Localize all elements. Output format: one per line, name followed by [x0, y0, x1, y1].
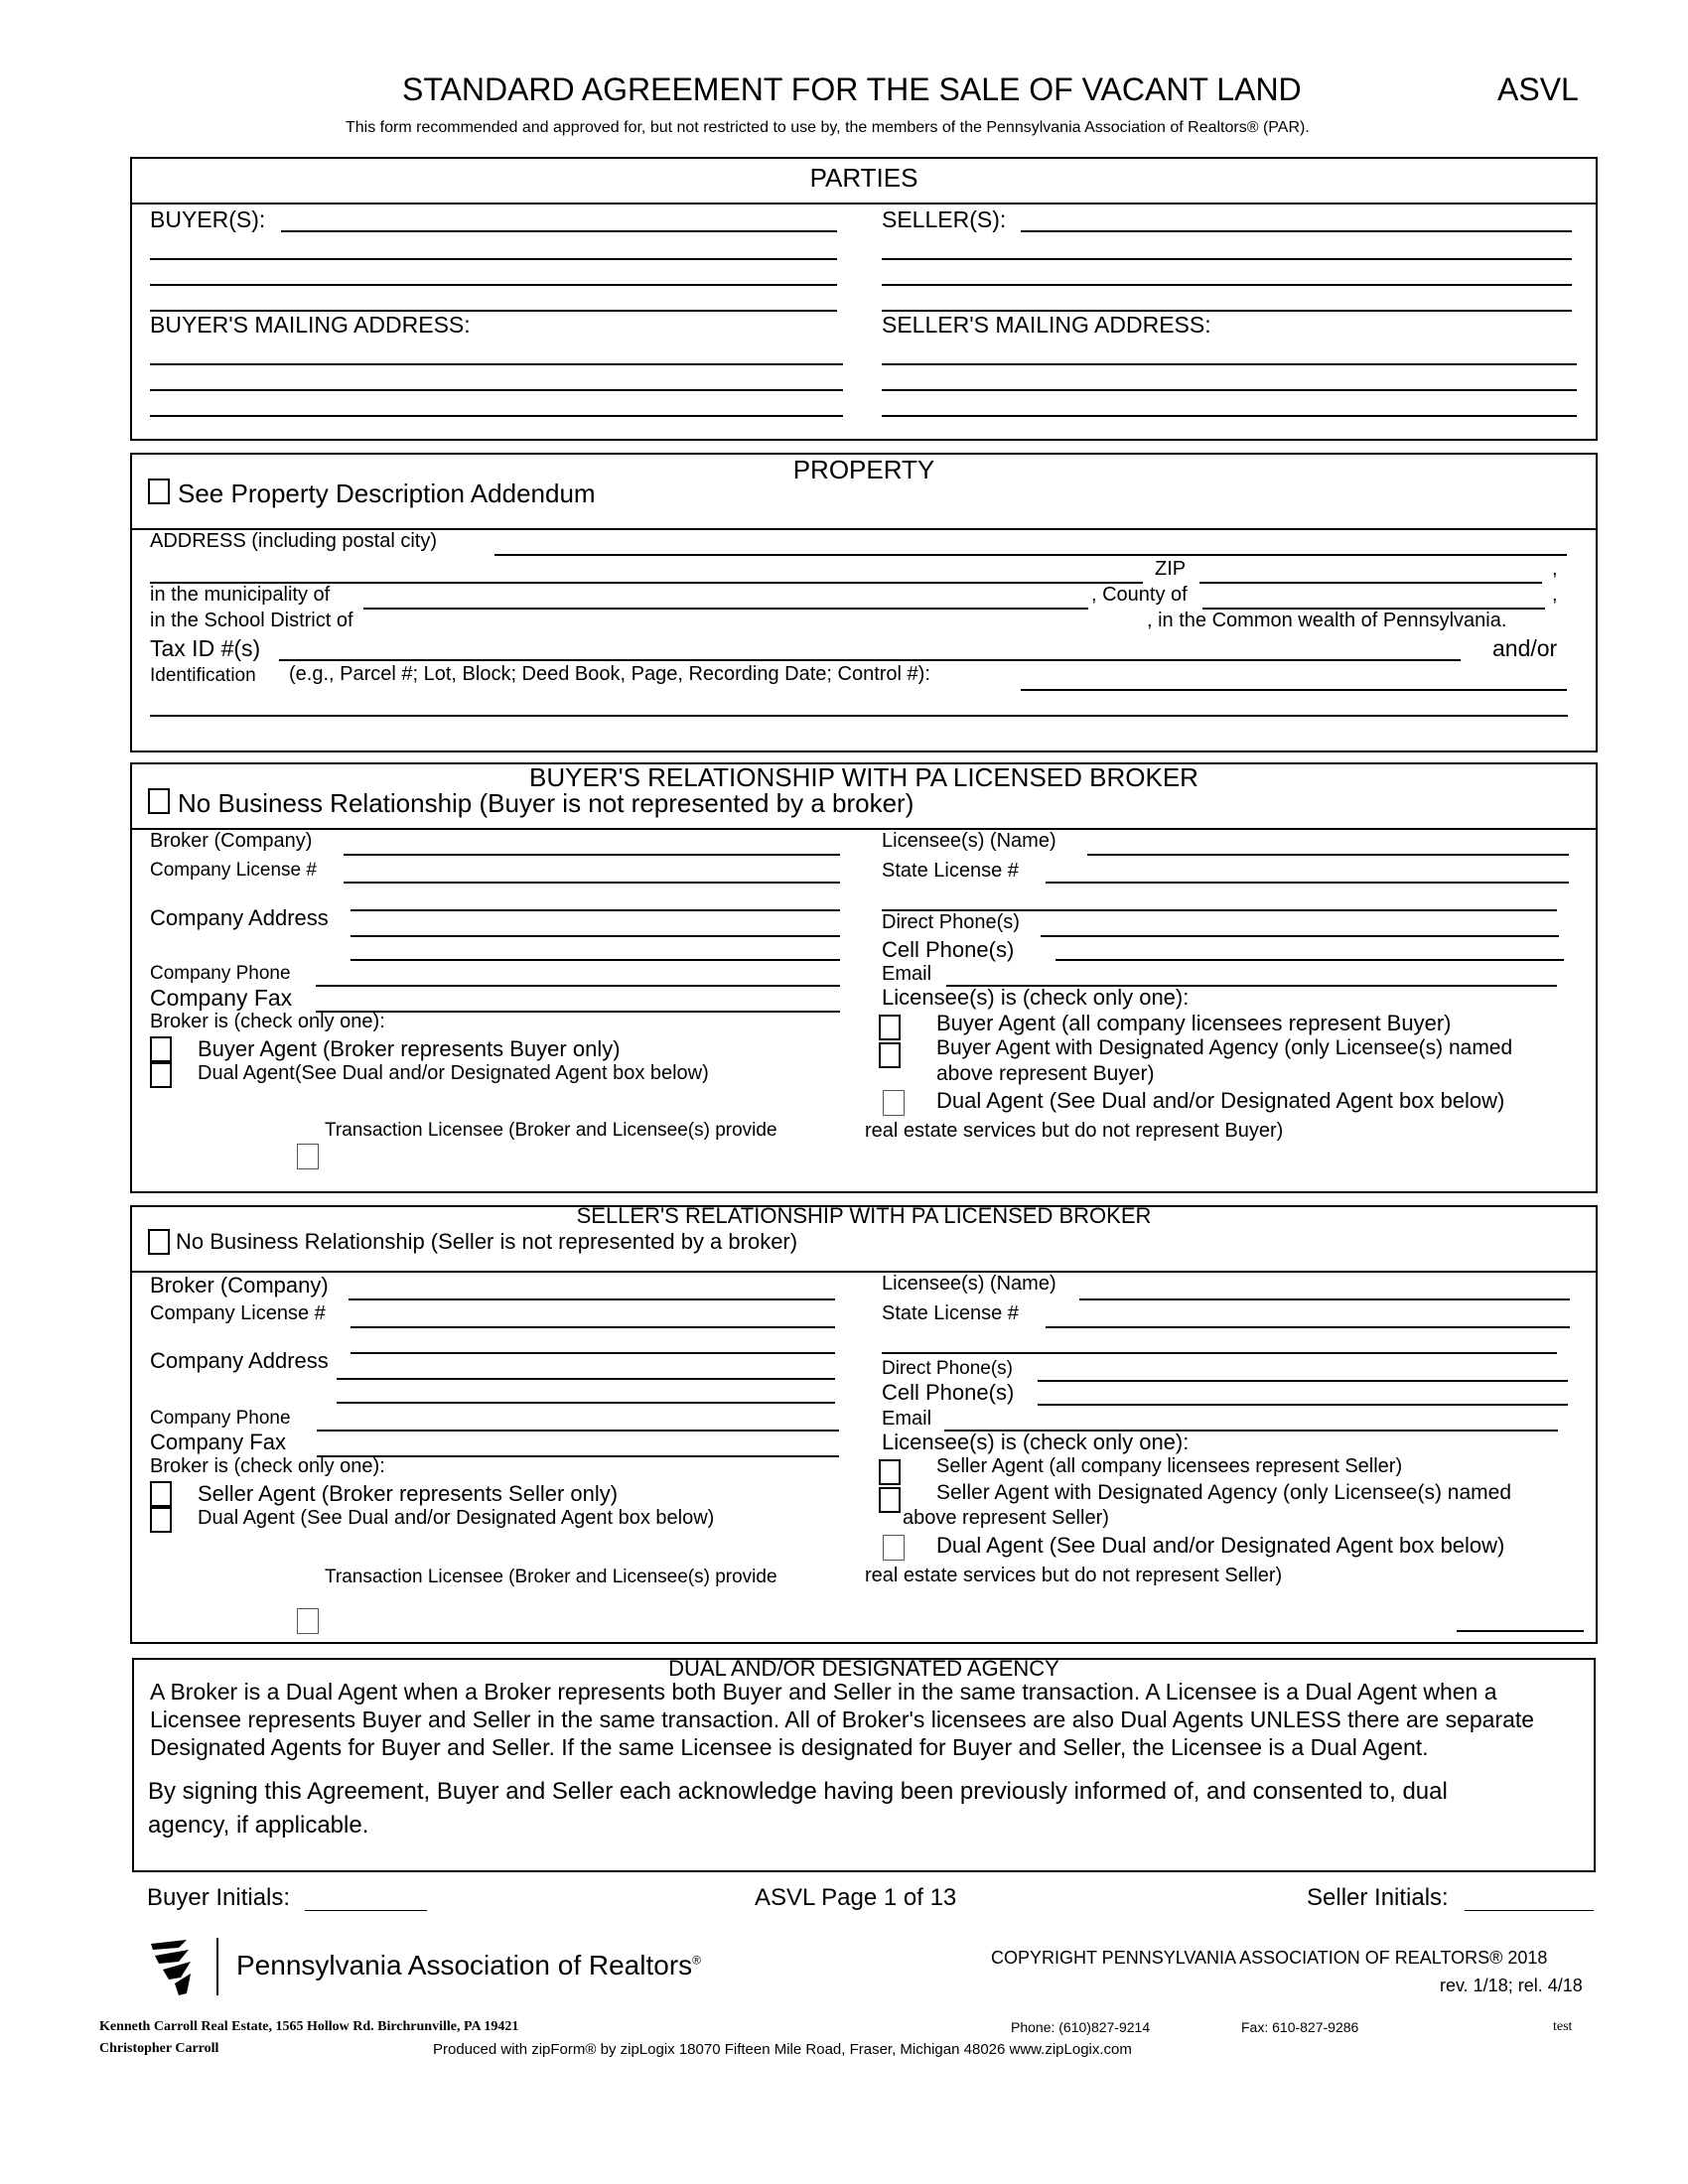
dual-agency-line-1: A Broker is a Dual Agent when a Broker represents both Buyer and Seller in the same transaction. A Licensee is a Dual Agent when a [150, 1679, 1497, 1705]
dual-agency-line-5: agency, if applicable. [148, 1812, 369, 1839]
seller-broker-section [130, 1205, 1598, 1644]
buyer-cell-phone-label: Cell Phone(s) [882, 937, 1015, 962]
buyer-direct-phone-label: Direct Phone(s) [882, 911, 1020, 933]
seller-lic-dual-label: Dual Agent (See Dual and/or Designated Agent box below) [936, 1533, 1505, 1558]
seller-agent-label: Seller Agent (Broker represents Seller only) [198, 1481, 619, 1506]
buyer-lic-agent-checkbox[interactable] [879, 1015, 901, 1040]
buyer-state-license-label: State License # [882, 860, 1019, 882]
buyer-lic-dual-checkbox[interactable] [883, 1090, 905, 1116]
seller-company-license-label: Company License # [150, 1302, 326, 1324]
office-phone: Phone: (610)827-9214 [1011, 2019, 1151, 2035]
taxid-label: Tax ID #(s) [150, 635, 261, 661]
seller-transaction-label-2: real estate services but do not represent Seller) [865, 1565, 1283, 1586]
buyer-company-address-field[interactable] [351, 909, 840, 911]
seller-lic-agent-label: Seller Agent (all company licensees represent Seller) [936, 1455, 1403, 1477]
buyer-mailing-label: BUYER'S MAILING ADDRESS: [150, 312, 471, 338]
addendum-checkbox[interactable] [148, 478, 170, 504]
andor-label: and/or [1492, 635, 1558, 661]
par-logo-icon [149, 1938, 209, 1997]
seller-transaction-checkbox[interactable] [297, 1608, 319, 1634]
buyer-company-phone-field[interactable] [316, 985, 840, 987]
dual-agency-section [132, 1658, 1596, 1872]
seller-lic-designated-label: Seller Agent with Designated Agency (only Licensee(s) named [936, 1481, 1511, 1504]
seller-state-license-field[interactable] [1046, 1326, 1570, 1328]
seller-company-fax-label: Company Fax [150, 1430, 286, 1454]
seller-lic-designated-label-2: above represent Seller) [903, 1507, 1109, 1529]
buyer-licensee-name-field[interactable] [1087, 854, 1569, 856]
buyer-agent-checkbox[interactable] [150, 1036, 172, 1062]
buyer-company-license-field[interactable] [344, 882, 840, 884]
office-fax: Fax: 610-827-9286 [1241, 2019, 1359, 2035]
seller-company-address-field-2[interactable] [337, 1378, 835, 1380]
buyer-company-license-label: Company License # [150, 860, 317, 881]
buyer-company-fax-label: Company Fax [150, 985, 293, 1011]
seller-broker-is-label: Broker is (check only one): [150, 1455, 385, 1477]
seller-company-phone-label: Company Phone [150, 1408, 291, 1429]
buyer-transaction-label-2: real estate services but do not represent Buyer) [865, 1120, 1284, 1142]
dual-agency-line-4: By signing this Agreement, Buyer and Seller each acknowledge having been previously informed of, and consented to, dual [148, 1778, 1448, 1805]
buyer-broker-company-field[interactable] [344, 854, 840, 856]
seller-dual-agent-checkbox[interactable] [150, 1507, 172, 1533]
buyer-address-field[interactable] [150, 363, 843, 365]
buyer-lic-designated-label-2: above represent Buyer) [936, 1062, 1155, 1085]
identification-label: Identification [150, 665, 256, 686]
buyer-lic-designated-label: Buyer Agent with Designated Agency (only Licensee(s) named [936, 1036, 1513, 1059]
identification-hint: (e.g., Parcel #; Lot, Block; Deed Book, Page, Recording Date; Control #): [289, 663, 930, 685]
seller-transaction-label: Transaction Licensee (Broker and Licensee(s) provide [325, 1567, 777, 1587]
buyers-label: BUYER(S): [150, 206, 266, 232]
school-district-field[interactable] [370, 633, 1085, 635]
dual-agency-line-2: Licensee represents Buyer and Seller in the same transaction. All of Broker's licensees are also Dual Agents UNLESS there are separate [150, 1706, 1535, 1732]
buyer-name-field[interactable] [281, 230, 837, 232]
seller-lic-designated-checkbox[interactable] [879, 1487, 901, 1513]
buyer-broker-is-label: Broker is (check only one): [150, 1011, 385, 1032]
seller-direct-phone-field[interactable] [1038, 1380, 1568, 1382]
identification-field[interactable] [1021, 689, 1567, 691]
buyer-name-field-2[interactable] [150, 258, 837, 260]
seller-broker-heading: SELLER'S RELATIONSHIP WITH PA LICENSED BROKER [576, 1203, 1152, 1228]
buyer-state-license-field[interactable] [1046, 882, 1569, 884]
buyer-no-relationship-label: No Business Relationship (Buyer is not represented by a broker) [178, 788, 914, 818]
sellers-label: SELLER(S): [882, 206, 1007, 232]
seller-lic-dual-checkbox[interactable] [883, 1535, 905, 1561]
school-district-label: in the School District of [150, 610, 353, 631]
buyer-company-address-field-3[interactable] [351, 959, 840, 961]
buyer-lic-agent-label: Buyer Agent (all company licensees represent Buyer) [936, 1011, 1452, 1035]
copyright: COPYRIGHT PENNSYLVANIA ASSOCIATION OF REALTORS® 2018 [991, 1948, 1548, 1968]
taxid-field[interactable] [279, 659, 1461, 661]
buyer-dual-agent-label: Dual Agent(See Dual and/or Designated Agent box below) [198, 1062, 709, 1084]
seller-name-field-2[interactable] [882, 258, 1572, 260]
seller-cell-phone-label: Cell Phone(s) [882, 1380, 1015, 1405]
property-section: PROPERTY See Property Description Addendum ADDRESS (including postal city) ZIP , in the municipality of , County of , in the School District of , in the Common wealth of Pennsylvania. Tax ID #(s) and/or Identification (e.g., Parcel #; Lot, Block; Deed Book, Page, Recording Date; Control #): [130, 453, 1598, 752]
addendum-label: See Property Description Addendum [178, 478, 596, 508]
par-logo [149, 1938, 209, 2002]
seller-licensee-extra-field[interactable] [882, 1352, 1557, 1354]
seller-cell-phone-field[interactable] [1038, 1404, 1568, 1406]
seller-address-field-3[interactable] [882, 415, 1577, 417]
county-label: , County of [1091, 584, 1188, 606]
seller-broker-company-field[interactable] [349, 1298, 835, 1300]
seller-no-relationship-label: No Business Relationship (Seller is not represented by a broker) [176, 1229, 798, 1254]
buyer-cell-phone-field[interactable] [1055, 959, 1564, 961]
seller-email-label: Email [882, 1408, 932, 1430]
buyer-lic-designated-checkbox[interactable] [879, 1042, 901, 1068]
buyer-no-relationship-checkbox[interactable] [148, 788, 170, 814]
buyer-initials-label: Buyer Initials: [147, 1884, 291, 1911]
zip-label: ZIP [1155, 558, 1187, 580]
dual-agency-line-3: Designated Agents for Buyer and Seller. If the same Licensee is designated for Buyer and Seller, the Licensee is a Dual Agent. [150, 1734, 1429, 1760]
form-code: ASVL [1497, 71, 1579, 107]
buyer-company-phone-label: Company Phone [150, 963, 291, 984]
buyer-licensee-name-label: Licensee(s) (Name) [882, 830, 1056, 852]
address-label: ADDRESS (including postal city) [150, 530, 437, 552]
buyer-company-address-field-2[interactable] [351, 935, 840, 937]
page-number: ASVL Page 1 of 13 [755, 1884, 957, 1911]
seller-agent-checkbox[interactable] [150, 1481, 172, 1507]
seller-company-fax-field[interactable] [317, 1455, 839, 1457]
seller-initials-field[interactable] [1465, 1910, 1594, 1911]
buyer-address-field-2[interactable] [150, 389, 843, 391]
seller-company-address-label: Company Address [150, 1348, 329, 1373]
seller-no-relationship-checkbox[interactable] [148, 1229, 170, 1255]
zip-field[interactable] [1199, 582, 1542, 584]
buyer-company-address-label: Company Address [150, 905, 329, 930]
buyer-lic-dual-label: Dual Agent (See Dual and/or Designated Agent box below) [936, 1088, 1505, 1113]
buyer-initials-field[interactable] [305, 1910, 427, 1911]
seller-company-address-field[interactable] [351, 1352, 835, 1354]
buyer-broker-section [130, 762, 1598, 1193]
buyer-email-label: Email [882, 963, 932, 985]
parties-section [130, 157, 1598, 441]
seller-direct-phone-label: Direct Phone(s) [882, 1358, 1013, 1379]
seller-name-field-3[interactable] [882, 284, 1572, 286]
buyer-transaction-checkbox[interactable] [297, 1144, 319, 1169]
buyer-company-fax-field[interactable] [316, 1011, 840, 1013]
property-heading: PROPERTY [792, 455, 935, 484]
form-title: STANDARD AGREEMENT FOR THE SALE OF VACANT LAND [402, 71, 1302, 107]
buyer-broker-heading: BUYER'S RELATIONSHIP WITH PA LICENSED BROKER [529, 762, 1198, 792]
form-subtitle: This form recommended and approved for, but not restricted to use by, the members of the Pennsylvania Association of Realtors® (PAR). [346, 119, 1310, 136]
seller-address-field-2[interactable] [882, 389, 1577, 391]
dual-agency-heading: DUAL AND/OR DESIGNATED AGENCY [668, 1656, 1059, 1681]
seller-address-field[interactable] [882, 363, 1577, 365]
seller-lic-agent-checkbox[interactable] [879, 1459, 901, 1485]
parties-heading: PARTIES [809, 163, 918, 193]
par-logo-text: Pennsylvania Association of Realtors® [236, 1950, 701, 1980]
seller-initials-label: Seller Initials: [1307, 1884, 1449, 1911]
seller-broker-company-label: Broker (Company) [150, 1273, 329, 1297]
seller-mailing-label: SELLER'S MAILING ADDRESS: [882, 312, 1211, 338]
buyer-direct-phone-field[interactable] [1041, 935, 1559, 937]
municipality-label: in the municipality of [150, 584, 331, 606]
seller-name-field[interactable] [1021, 230, 1572, 232]
buyer-dual-agent-checkbox[interactable] [150, 1062, 172, 1088]
buyer-address-field-3[interactable] [150, 415, 843, 417]
seller-company-license-field[interactable] [351, 1326, 835, 1328]
seller-company-phone-field[interactable] [317, 1430, 839, 1432]
address-field[interactable] [494, 554, 1567, 556]
office-info: Kenneth Carroll Real Estate, 1565 Hollow Rd. Birchrunville, PA 19421 [99, 2019, 519, 2034]
buyer-licensee-is-label: Licensee(s) is (check only one): [882, 985, 1190, 1010]
logo-divider [216, 1938, 218, 1995]
seller-licensee-name-label: Licensee(s) (Name) [882, 1273, 1056, 1295]
test-label: test [1553, 2019, 1573, 2034]
seller-company-address-field-3[interactable] [337, 1402, 835, 1404]
seller-dual-agent-label: Dual Agent (See Dual and/or Designated Agent box below) [198, 1507, 715, 1529]
seller-extra-field[interactable] [1457, 1630, 1584, 1632]
revision: rev. 1/18; rel. 4/18 [1440, 1976, 1583, 1995]
municipality-field[interactable] [363, 608, 1088, 610]
commonwealth-label: , in the Common wealth of Pennsylvania. [1147, 610, 1507, 631]
seller-licensee-name-field[interactable] [1079, 1298, 1570, 1300]
agent-name: Christopher Carroll [99, 2041, 219, 2056]
seller-licensee-is-label: Licensee(s) is (check only one): [882, 1430, 1190, 1454]
buyer-broker-company-label: Broker (Company) [150, 830, 313, 852]
buyer-transaction-label: Transaction Licensee (Broker and Licensee(s) provide [325, 1120, 777, 1141]
seller-state-license-label: State License # [882, 1302, 1019, 1324]
produced-by: Produced with zipForm® by zipLogix 18070 Fifteen Mile Road, Fraser, Michigan 48026 www.zipLogix.com [433, 2041, 1132, 2058]
identification-field-2[interactable] [150, 715, 1568, 717]
buyer-agent-label: Buyer Agent (Broker represents Buyer only) [198, 1036, 621, 1061]
buyer-name-field-3[interactable] [150, 284, 837, 286]
